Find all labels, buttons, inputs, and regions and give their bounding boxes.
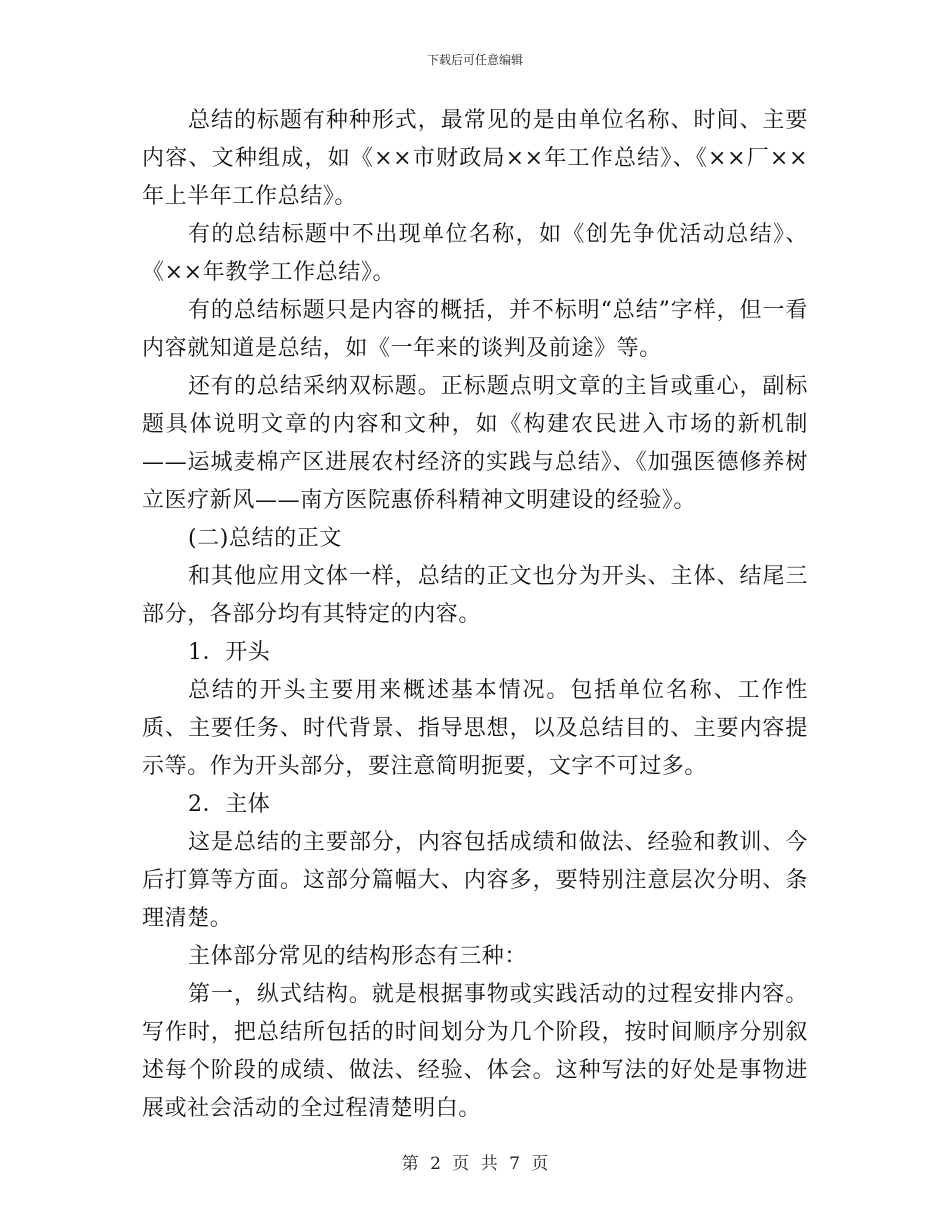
paragraph-title-forms: 总结的标题有种种形式，最常见的是由单位名称、时间、主要内容、文种组成，如《××市财政局××年工作总结》、《××厂××年上半年工作总结》。 [142,108,808,209]
document-body [142,102,808,1128]
paragraph-body-parts: 和其他应用文体一样，总结的正文也分为开头、主体、结尾三部分，各部分均有其特定的内容。 [142,564,808,627]
paragraph-opening: 总结的开头主要用来概述基本情况。包括单位名称、工作性质、主要任务、时代背景、指导思想，以及总结目的、主要内容提示等。作为开头部分，要注意简明扼要，文字不可过多。 [142,678,808,779]
subheading-opening: 1．开头 [188,640,271,665]
paragraph-no-unit-name: 有的总结标题中不出现单位名称，如《创先争优活动总结》、《××年教学工作总结》。 [142,222,808,285]
page-footer: 第 2 页 共 7 页 [401,1154,549,1174]
page-header: 下载后可任意编辑 [426,53,523,67]
paragraph-main-body: 这是总结的主要部分，内容包括成绩和做法、经验和教训、今后打算等方面。这部分篇幅大、内容多，要特别注意层次分明、条理清楚。 [142,830,808,931]
paragraph-vertical-structure: 第一，纵式结构。就是根据事物或实践活动的过程安排内容。写作时，把总结所包括的时间划分为几个阶段，按时间顺序分别叙述每个阶段的成绩、做法、经验、体会。这种写法的好处是事物进展或社会活动的全过程清楚明白。 [142,982,808,1121]
section-heading-body: (二)总结的正文 [188,526,342,551]
subheading-main-body: 2．主体 [188,792,271,817]
paragraph-double-title: 还有的总结采纳双标题。正标题点明文章的主旨或重心，副标题具体说明文章的内容和文种，如《构建农民进入市场的新机制——运城麦棉产区进展农村经济的实践与总结》、《加强医德修养树立医疗新风——南方医院惠侨科精神文明建设的经验》。 [142,374,808,513]
paragraph-content-summary: 有的总结标题只是内容的概括，并不标明“总结”字样，但一看内容就知道是总结，如《一年来的谈判及前途》等。 [142,298,808,361]
paragraph-structure-types: 主体部分常见的结构形态有三种： [188,944,528,969]
